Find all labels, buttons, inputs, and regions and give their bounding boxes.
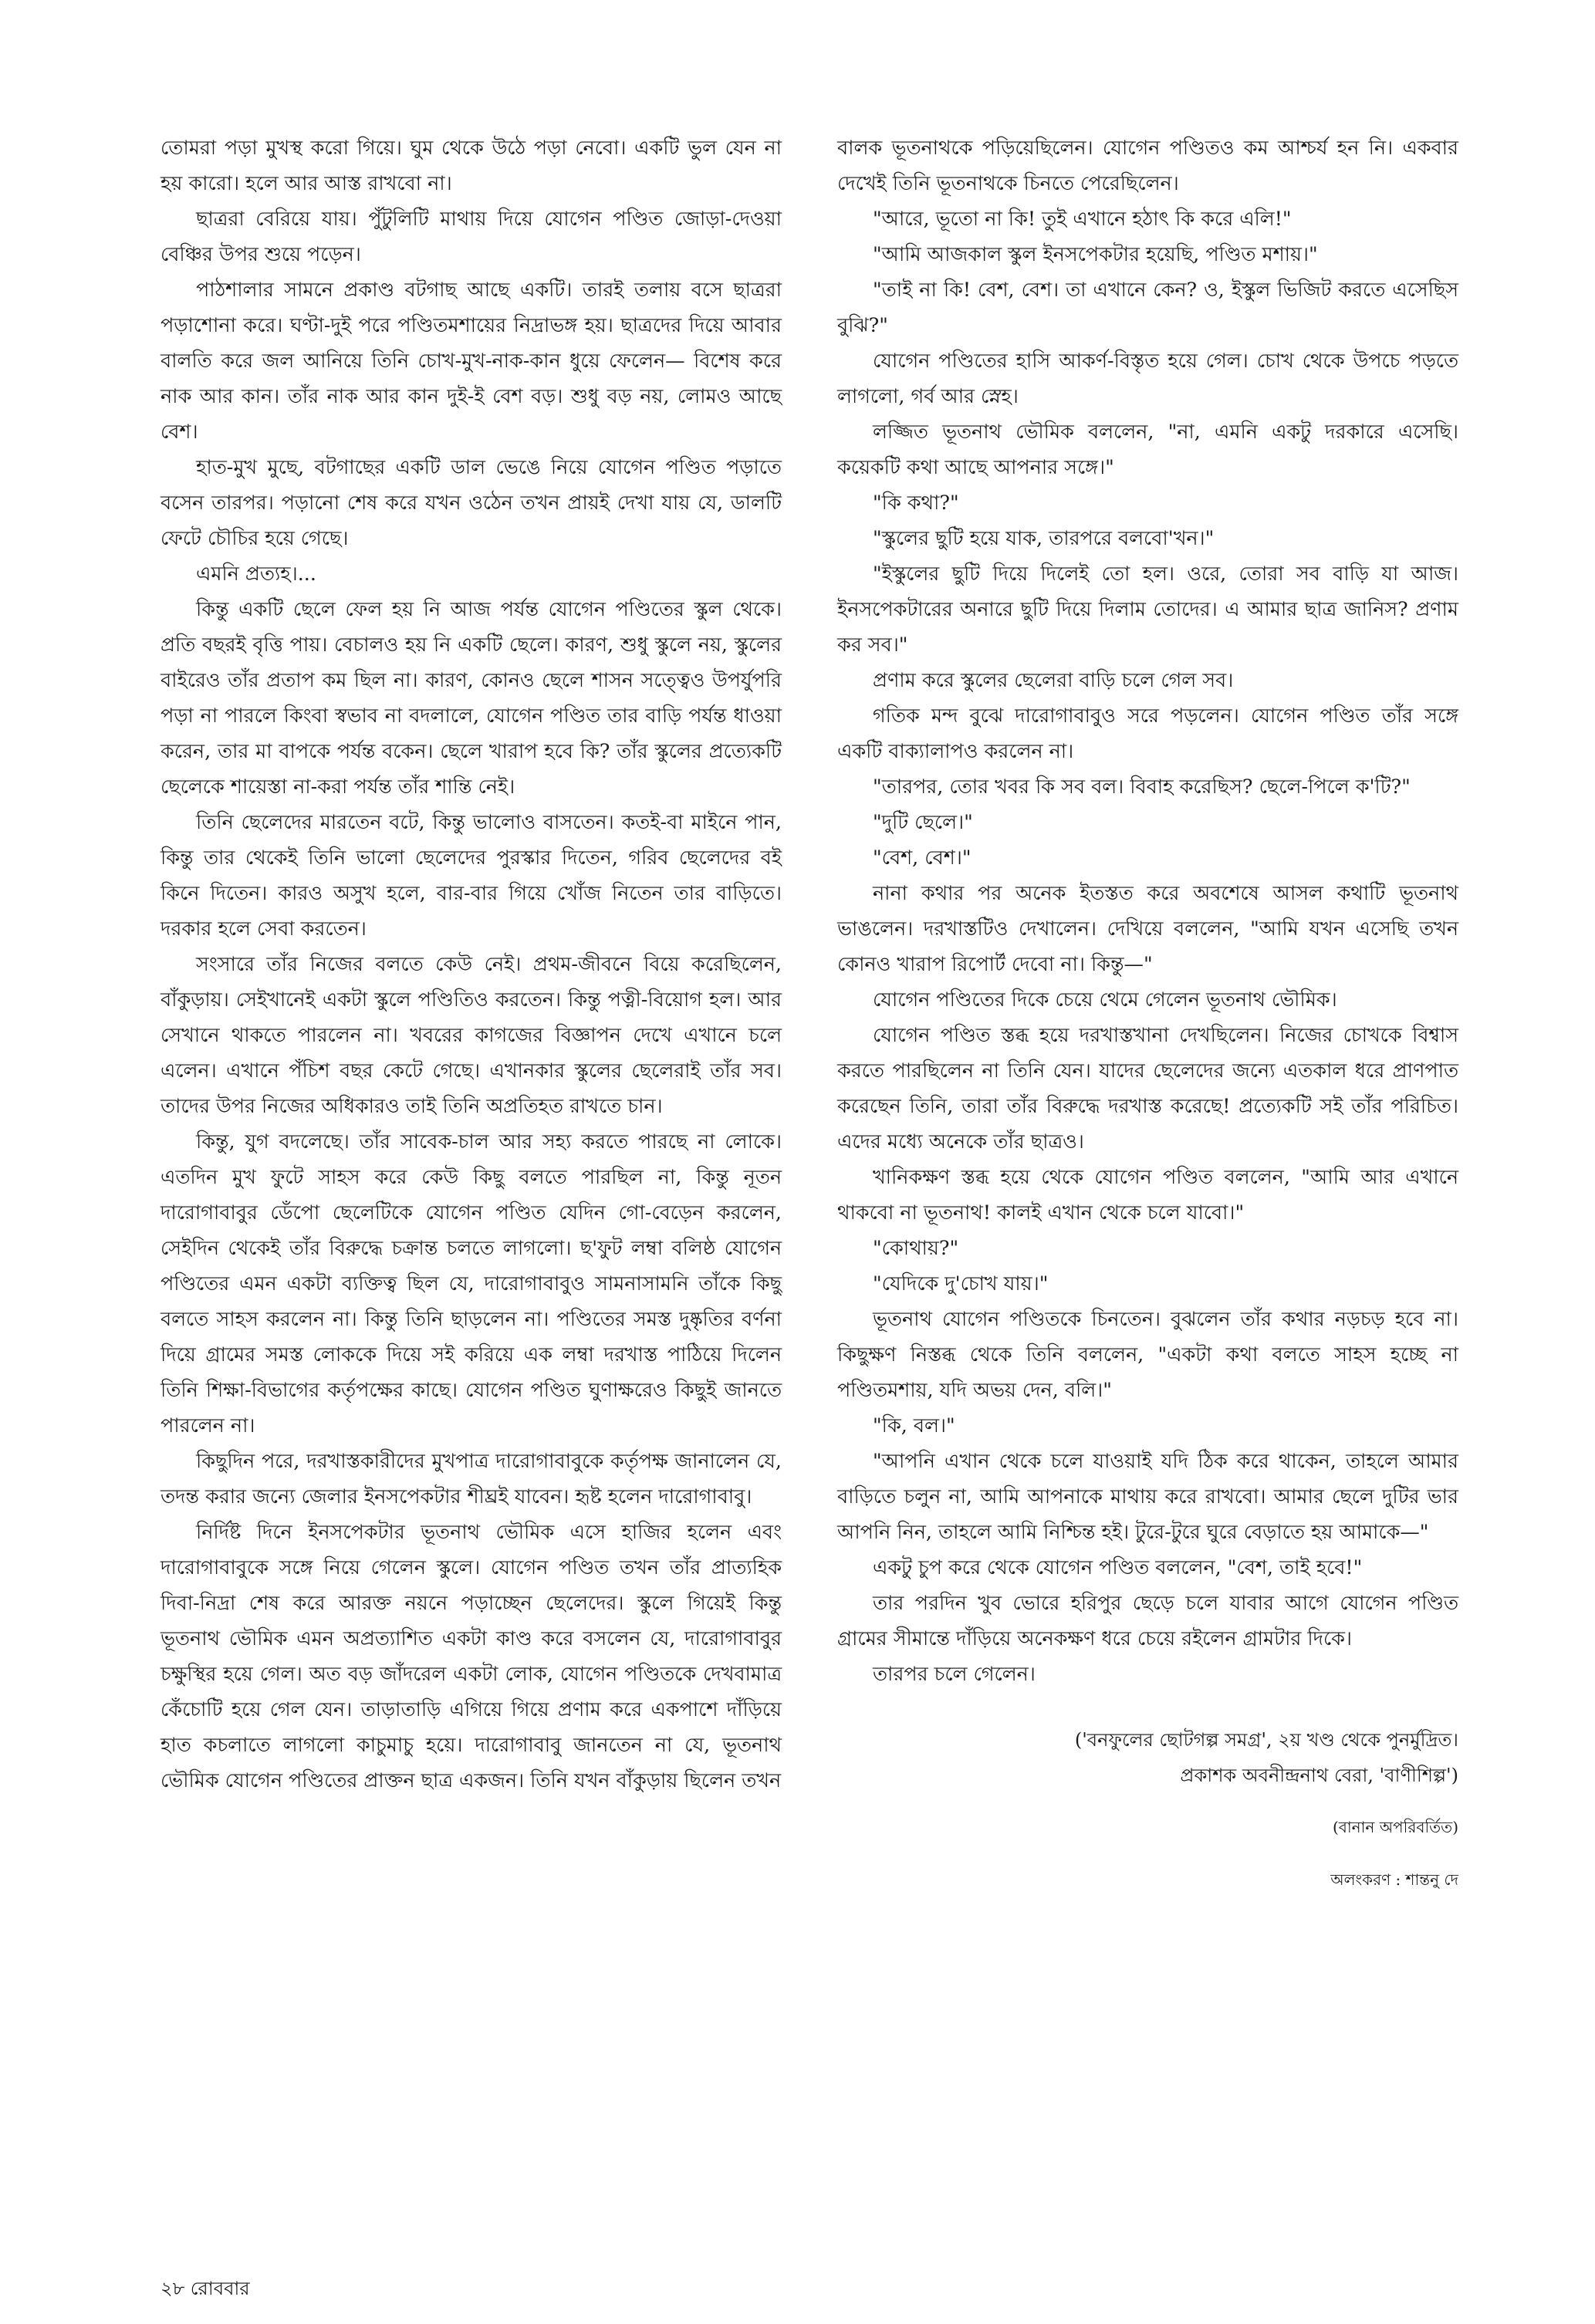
story-paragraph: "তারপর, তোর খবর কি সব বল। বিবাহ করেছিস? ছেলে-পিলে ক'টি?"	[873, 775, 1411, 798]
story-paragraph: ভূতনাথ যোগেন পণ্ডিতকে চিনতেন। বুঝলেন তাঁর কথার নড়চড় হবে না। কিছুক্ষণ নিস্তব্ধ থেকে তিনি বললেন, "একটা কথা বলতে সাহস হচ্ছে না পণ্ডিতমশায়, যদি অভয় দেন, বলি।"	[837, 1307, 1458, 1401]
story-paragraph: কিছুদিন পরে, দরখাস্তকারীদের মুখপাত্র দারোগাবাবুকে কর্তৃপক্ষ জানালেন যে, তদন্ত করার জন্যে জেলার ইনসপেকটার শীঘ্রই যাবেন। হৃষ্ট হলেন দারোগাবাবু।	[161, 1449, 782, 1508]
story-paragraph: একটু চুপ করে থেকে যোগেন পণ্ডিত বললেন, "বেশ, তাই হবে!"	[873, 1556, 1363, 1579]
story-paragraph: "কি কথা?"	[873, 491, 959, 514]
story-paragraph: "বেশ, বেশ।"	[873, 846, 972, 869]
story-paragraph: কিন্তু, যুগ বদলেছে। তাঁর সাবেক-চাল আর সহ্য করতে পারছে না লোকে। এতদিন মুখ ফুটে সাহস করে কেউ কিছু বলতে পারছিল না, কিন্তু নূতন দারোগাবাবুর ডেঁপো ছেলেটিকে যোগেন পণ্ডিত যেদিন গো-বেড়েন করলেন, সেইদিন থেকেই তাঁর বিরুদ্ধে চক্রান্ত চলতে লাগলো। ছ'ফুট লম্বা বলিষ্ঠ যোগেন পণ্ডিতের এমন একটা ব্যক্তিত্ব ছিল যে, দারোগাবাবুও সামনাসামনি তাঁকে কিছু বলতে সাহস করলেন না। কিন্তু তিনি ছাড়লেন না। পণ্ডিতের সমস্ত দুষ্কৃতির বর্ণনা দিয়ে গ্রামের সমস্ত লোককে দিয়ে সই করিয়ে এক লম্বা দরখাস্ত পাঠিয়ে দিলেন তিনি শিক্ষা-বিভাগের কর্তৃপক্ষের কাছে। যোগেন পণ্ডিত ঘুণাক্ষরেও কিছুই জানতে পারলেন না।	[161, 1130, 782, 1437]
illustration-credit: অলংকরণ : শান্তনু দে	[1330, 1870, 1458, 1889]
story-paragraph: প্রণাম করে স্কুলের ছেলেরা বাড়ি চলে গেল সব।	[873, 668, 1234, 691]
story-paragraph: "কোথায়?"	[873, 1236, 959, 1259]
story-paragraph: নির্দিষ্ট দিনে ইনসপেকটার ভূতনাথ ভৌমিক এসে হাজির হলেন এবং দারোগাবাবুকে সঙ্গে নিয়ে গেলেন স্কুলে। যোগেন পণ্ডিত তখন তাঁর প্রাত্যহিক দিবা-নিদ্রা শেষ করে আরক্ত নয়নে পড়াচ্ছেন ছেলেদের। স্কুলে গিয়েই কিন্তু ভূতনাথ ভৌমিক এমন অপ্রত্যাশিত একটা কাণ্ড করে বসলেন যে, দারোগাবাবুর চক্ষুস্থির হয়ে গেল। অত বড় জাঁদরেল একটা লোক, যোগেন পণ্ডিতকে দেখবামাত্র কেঁচোটি হয়ে গেল যেন। তাড়াতাড়ি এগিয়ে গিয়ে প্রণাম করে একপাশে দাঁড়িয়ে হাত কচলাতে লাগলো কাচুমাচু হয়ে। দারোগাবাবু জানতেন না যে, ভূতনাথ ভৌমিক যোগেন পণ্ডিতের প্রাক্তন ছাত্র একজন। তিনি যখন বাঁকুড়ায় ছিলেন তখন	[161, 1520, 782, 1792]
story-paragraph: হাত-মুখ মুছে, বটগাছের একটি ডাল ভেঙে নিয়ে যোগেন পণ্ডিত পড়াতে বসেন তারপর। পড়ানো শেষ করে যখন ওঠেন তখন প্রায়ই দেখা যায় যে, ডালটি ফেটে চৌচির হয়ে গেছে।	[161, 455, 782, 549]
story-paragraph: "দুটি ছেলে।"	[873, 810, 973, 833]
story-paragraph: "যেদিকে দু'চোখ যায়।"	[873, 1272, 1049, 1295]
story-paragraph: কিন্তু একটি ছেলে ফেল হয় নি আজ পর্যন্ত যোগেন পণ্ডিতের স্কুল থেকে। প্রতি বছরই বৃত্তি পায়। বেচালও হয় নি একটি ছেলে। কারণ, শুধু স্কুলে নয়, স্কুলের বাইরেও তাঁর প্রতাপ কম ছিল না। কারণ, কোনও ছেলে শাসন সত্ত্বেও উপর্যুপরি পড়া না পারলে কিংবা স্বভাব না বদলালে, যোগেন পণ্ডিত তার বাড়ি পর্যন্ত ধাওয়া করেন, তার মা বাপকে পর্যন্ত বকেন। ছেলে খারাপ হবে কি? তাঁর স্কুলের প্রত্যেকটি ছেলেকে শায়েস্তা না-করা পর্যন্ত তাঁর শান্তি নেই।	[161, 597, 782, 798]
story-paragraph: তারপর চলে গেলেন।	[873, 1662, 1036, 1685]
story-paragraph: "কি, বল।"	[873, 1414, 955, 1437]
source-credit	[837, 1722, 1458, 1793]
right-text-column	[837, 130, 1458, 1892]
story-paragraph: বালক ভূতনাথকে পড়িয়েছিলেন। যোগেন পণ্ডিতও কম আশ্চর্য হন নি। একবার দেখেই তিনি ভূতনাথকে চিনতে পেরেছিলেন।	[837, 136, 1458, 194]
story-paragraph: "আরে, ভূতো না কি! তুই এখানে হঠাৎ কি করে এলি!"	[873, 207, 1292, 230]
story-paragraph: লজ্জিত ভূতনাথ ভৌমিক বললেন, "না, এমনি একটু দরকারে এসেছি। কয়েকটি কথা আছে আপনার সঙ্গে।"	[837, 420, 1458, 478]
story-paragraph: এমনি প্রত্যহ।...	[196, 562, 316, 585]
story-paragraph: "আপনি এখান থেকে চলে যাওয়াই যদি ঠিক করে থাকেন, তাহলে আমার বাড়িতে চলুন না, আমি আপনাকে মাথায় করে রাখবো। আমার ছেলে দুটির ভার আপনি নিন, তাহলে আমি নিশ্চিন্ত হই। টুরে-টুরে ঘুরে বেড়াতে হয় আমাকে—"	[837, 1449, 1458, 1543]
story-paragraph: নানা কথার পর অনেক ইতস্তত করে অবশেষে আসল কথাটি ভূতনাথ ভাঙলেন। দরখাস্তটিও দেখালেন। দেখিয়ে বললেন, "আমি যখন এসেছি তখন কোনও খারাপ রিপোর্ট দেবো না। কিন্তু—"	[837, 881, 1458, 975]
source-credit-line: ('বনফুলের ছোটগল্প সমগ্র', ২য় খণ্ড থেকে পুনর্মুদ্রিত।	[1074, 1729, 1458, 1751]
story-paragraph: পাঠশালার সামনে প্রকাণ্ড বটগাছ আছে একটি। তারই তলায় বসে ছাত্ররা পড়াশোনা করে। ঘণ্টা-দুই পরে পণ্ডিতমশায়ের নিদ্রাভঙ্গ হয়। ছাত্রদের দিয়ে আবার বালতি করে জল আনিয়ে তিনি চোখ-মুখ-নাক-কান ধুয়ে ফেলেন— বিশেষ করে নাক আর কান। তাঁর নাক আর কান দুই-ই বেশ বড়। শুধু বড় নয়, লোমও আছে বেশ।	[161, 278, 782, 443]
story-paragraph: তিনি ছেলেদের মারতেন বটে, কিন্তু ভালোও বাসতেন। কতই-বা মাইনে পান, কিন্তু তার থেকেই তিনি ভালো ছেলেদের পুরস্কার দিতেন, গরিব ছেলেদের বই কিনে দিতেন। কারও অসুখ হলে, বার-বার গিয়ে খোঁজ নিতেন তার বাড়িতে। দরকার হলে সেবা করতেন।	[161, 810, 782, 940]
story-paragraph: যোগেন পণ্ডিত স্তব্ধ হয়ে দরখাস্তখানা দেখছিলেন। নিজের চোখকে বিশ্বাস করতে পারছিলেন না তিনি যেন। যাদের ছেলেদের জন্যে এতকাল ধরে প্রাণপাত করেছেন তিনি, তারা তাঁর বিরুদ্ধে দরখাস্ত করেছে! প্রত্যেকটি সই তাঁর পরিচিত। এদের মধ্যে অনেকে তাঁর ছাত্রও।	[837, 1023, 1458, 1153]
story-paragraph: "আমি আজকাল স্কুল ইনসপেকটার হয়েছি, পণ্ডিত মশায়।"	[873, 242, 1318, 265]
story-paragraph: তোমরা পড়া মুখস্থ করো গিয়ে। ঘুম থেকে উঠে পড়া নেবো। একটি ভুল যেন না হয় কারো। হলে আর আস্ত রাখবো না।	[161, 136, 782, 194]
story-paragraph: ছাত্ররা বেরিয়ে যায়। পুঁটুলিটি মাথায় দিয়ে যোগেন পণ্ডিত জোড়া-দেওয়া বেঞ্চির উপর শুয়ে পড়েন।	[161, 207, 782, 265]
story-paragraph: খানিকক্ষণ স্তব্ধ হয়ে থেকে যোগেন পণ্ডিত বললেন, "আমি আর এখানে থাকবো না ভূতনাথ! কালই এখান থেকে চলে যাবো।"	[837, 1165, 1458, 1224]
story-paragraph: "তাই না কি! বেশ, বেশ। তা এখানে কেন? ও, ইস্কুল ভিজিট করতে এসেছিস বুঝি?"	[837, 278, 1458, 336]
publisher-credit-line: প্রকাশক অবনীন্দ্রনাথ বেরা, 'বাণীশিল্প')	[1180, 1765, 1458, 1786]
story-paragraph: সংসারে তাঁর নিজের বলতে কেউ নেই। প্রথম-জীবনে বিয়ে করেছিলেন, বাঁকুড়ায়। সেইখানেই একটা স্কুলে পণ্ডিতিও করতেন। কিন্তু পত্নী-বিয়োগ হল। আর সেখানে থাকতে পারলেন না। খবরের কাগজের বিজ্ঞাপন দেখে এখানে চলে এলেন। এখানে পঁচিশ বছর কেটে গেছে। এখানকার স্কুলের ছেলেরাই তাঁর সব। তাদের উপর নিজের অধিকারও তাই তিনি অপ্রতিহত রাখতে চান।	[161, 952, 782, 1117]
story-paragraph: গতিক মন্দ বুঝে দারোগাবাবুও সরে পড়লেন। যোগেন পণ্ডিত তাঁর সঙ্গে একটি বাক্যালাপও করলেন না।	[837, 704, 1458, 762]
story-paragraph: "স্কুলের ছুটি হয়ে যাক, তারপরে বলবো'খন।"	[873, 526, 1215, 549]
story-paragraph: যোগেন পণ্ডিতের হাসি আকর্ণ-বিস্তৃত হয়ে গেল। চোখ থেকে উপচে পড়তে লাগলো, গর্ব আর স্নেহ।	[837, 349, 1458, 407]
story-paragraph: "ইস্কুলের ছুটি দিয়ে দিলেই তো হল। ওরে, তোরা সব বাড়ি যা আজ। ইনসপেকটারের অনারে ছুটি দিয়ে দিলাম তোদের। এ আমার ছাত্র জানিস? প্রণাম কর সব।"	[837, 562, 1458, 656]
left-text-column	[161, 130, 782, 1798]
page-folio: ২৮ রোববার	[161, 2278, 250, 2299]
story-paragraph: তার পরদিন খুব ভোরে হরিপুর ছেড়ে চলে যাবার আগে যোগেন পণ্ডিত গ্রামের সীমান্তে দাঁড়িয়ে অনেকক্ষণ ধরে চেয়ে রইলেন গ্রামটার দিকে।	[837, 1591, 1458, 1650]
spelling-note: (বানান অপরিবর্তিত)	[1332, 1818, 1458, 1836]
story-paragraph: যোগেন পণ্ডিতের দিকে চেয়ে থেমে গেলেন ভূতনাথ ভৌমিক।	[873, 988, 1337, 1011]
